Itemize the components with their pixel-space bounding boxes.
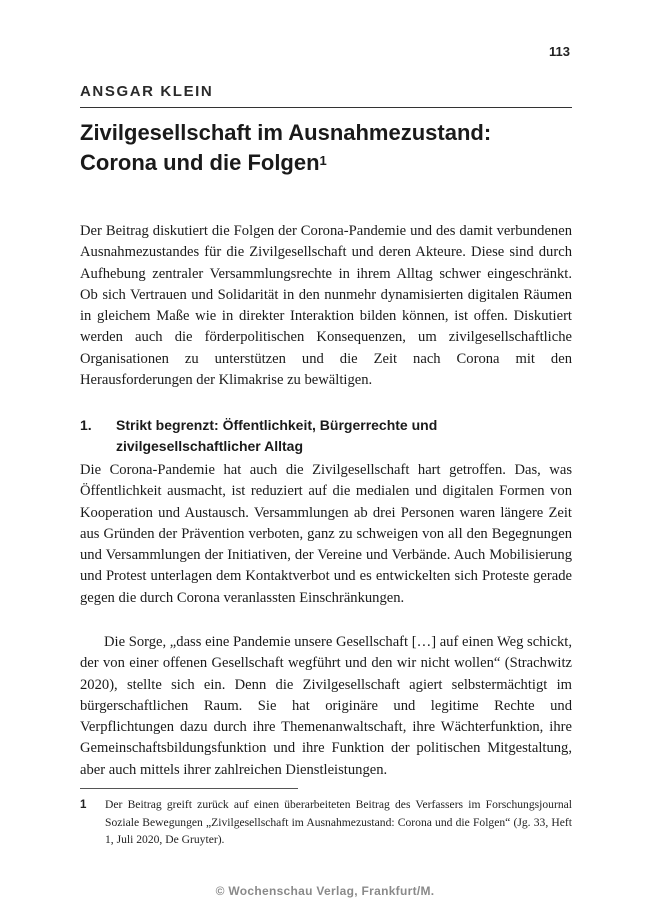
title-line-2-text: Corona und die Folgen bbox=[80, 150, 320, 175]
section-number: 1. bbox=[80, 417, 92, 433]
abstract-paragraph: Der Beitrag diskutiert die Folgen der Corona-Pandemie und des damit verbundenen Ausnahmezustandes für die Zivilgesellschaft und deren Akteure. Diese sind durch Aufhebung zentraler Versammlungsrechte in ihrem Alltag schwer eingeschränkt. Ob sich Vertrauen und Solidarität in den nunmehr dynamisierten digitalen Räumen in gleichem Maße wie in direkter Interaktion bilden können, ist offen. Diskutiert werden auch die förderpolitischen Konsequenzen, um zivilgesellschaftliche Organisationen zu unterstützen und die Zeit nach Corona mit den Herausforderungen der Klimakrise zu bewältigen. bbox=[80, 223, 572, 389]
copyright-notice: © Wochenschau Verlag, Frankfurt/M. bbox=[215, 884, 435, 898]
footnote-rule bbox=[80, 788, 298, 789]
title-line-1: Zivilgesellschaft im Ausnahmezustand: bbox=[80, 120, 492, 145]
body-paragraph-2: Die Sorge, „dass eine Pandemie unsere Gesellschaft […] auf einen Weg schickt, der von einer offenen Gesellschaft wegführt und den wir nicht wollen“ (Strachwitz 2020), stellte sich ein. Denn die Zivilgesellschaft agiert selbstermächtigt im bürgerschaftlichen Raum. Sie hat originäre und legitime Rechte und Verpflichtungen dazu durch ihre Themenanwaltschaft, ihre Wächterfunktion, ihre Gemeinschaftsbildungsfunktion und ihre Funktion der politischen Mitgestaltung, aber auch mittels ihrer zahlreichen Dienstleistungen. bbox=[80, 634, 572, 778]
title-line-2 bbox=[80, 148, 572, 178]
page-number: 113 bbox=[549, 44, 570, 59]
author-name: ANSGAR KLEIN bbox=[80, 83, 214, 100]
body-paragraph-1: Die Corona-Pandemie hat auch die Zivilgesellschaft hart getroffen. Das, was Öffentlichkeit ausmacht, ist reduziert auf die medialen und digitalen Formen von Kooperation und Austausch. Versammlungen ab drei Personen waren längere Zeit aus Gründen der Prävention verboten, ganz zu schweigen von all den Begegnungen und Versammlungen der Initiativen, der Vereine und Verbände. Auch Mobilisierung und Protest unterlagen dem Kontaktverbot und es entwickelten sich Proteste gerade gegen die durch Corona veranlassten Einschränkungen. bbox=[80, 462, 572, 606]
section-heading-text: Strikt begrenzt: Öffentlichkeit, Bürgerrechte und zivilgesellschaftlicher Alltag bbox=[116, 417, 438, 454]
footnote-text: Der Beitrag greift zurück auf einen überarbeiteten Beitrag des Verfassers im Forschungsjournal Soziale Bewegungen „Zivilgesellschaft im Ausnahmezustand: Corona und die Folgen“ (Jg. 33, Heft 1, Juli 2020, De Gruyter). bbox=[105, 798, 572, 846]
article-title bbox=[80, 118, 572, 178]
footnote-number: 1 bbox=[80, 798, 87, 811]
title-footnote-marker[interactable]: 1 bbox=[319, 153, 327, 168]
header-rule bbox=[80, 107, 572, 108]
